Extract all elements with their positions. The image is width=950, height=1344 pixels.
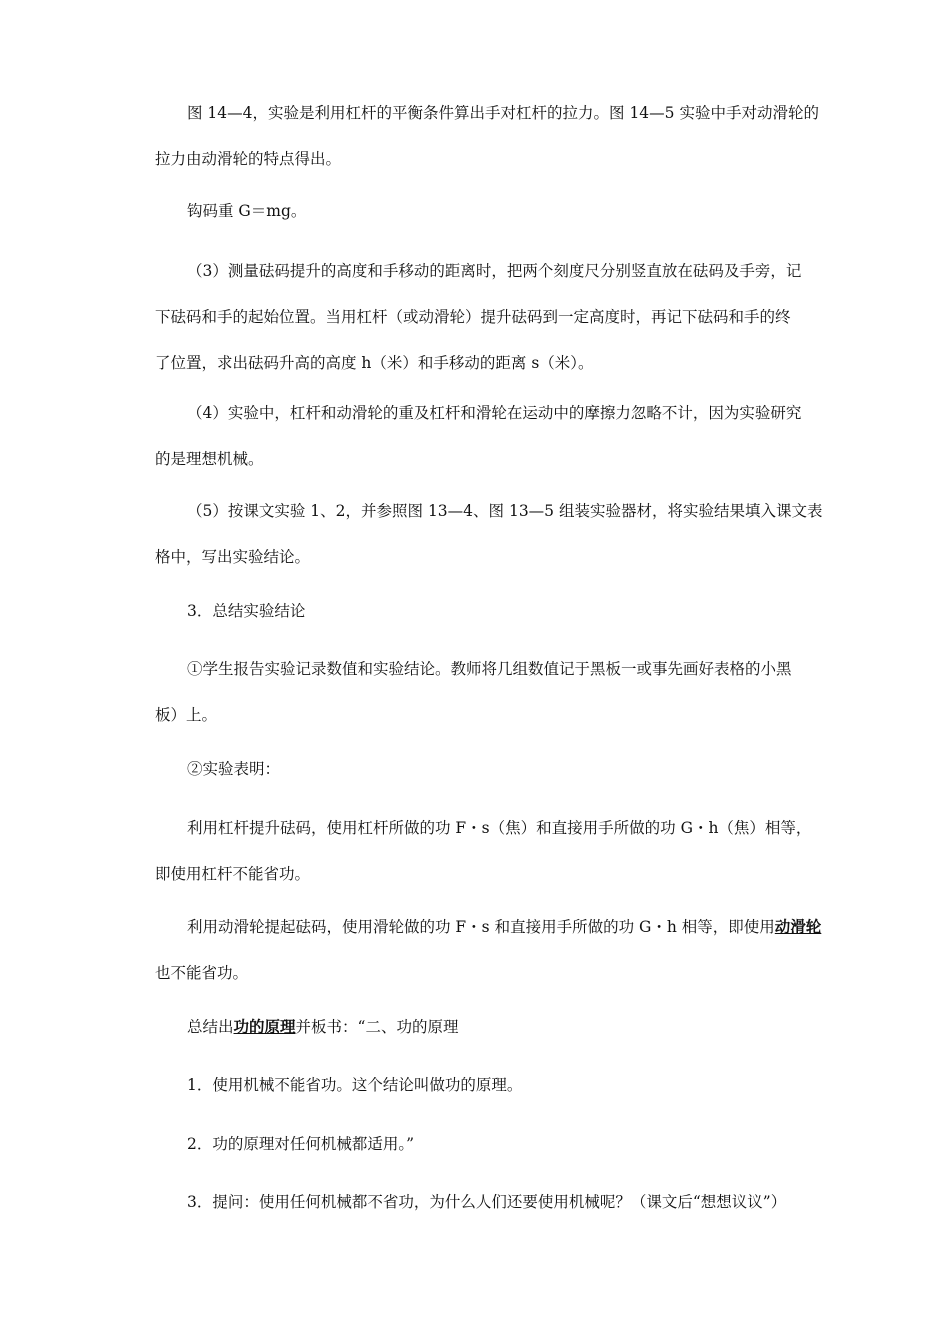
paragraph-7 (155, 656, 855, 728)
paragraph-8 (155, 756, 855, 782)
text-line: 也不能省功。 (155, 964, 249, 982)
text-line: ①学生报告实验记录数值和实验结论。教师将几组数值记于黑板一或事先画好表格的小黑 (187, 660, 792, 678)
term-dynamic-pulley: 动滑轮 (774, 917, 822, 936)
text-line: ②实验表明： (187, 760, 281, 778)
text-line: 即使用杠杆不能省功。 (155, 865, 311, 883)
text-line: 格中，写出实验结论。 (155, 548, 311, 566)
text-line: 了位置，求出砝码升高的高度 h（米）和手移动的距离 s（米）。 (155, 354, 594, 372)
text-line: 图 14—4，实验是利用杠杆的平衡条件算出手对杠杆的拉力。图 14—5 实验中手对动滑轮的 (187, 104, 819, 122)
text-line: （5）按课文实验 1、2，并参照图 13—4、图 13—5 组装实验器材，将实验结果填入课文表 (187, 502, 823, 520)
text-line: 板）上。 (155, 706, 218, 724)
text-line: （3）测量砝码提升的高度和手移动的距离时，把两个刻度尺分别竖直放在砝码及手旁，记 (187, 262, 802, 280)
paragraph-12 (155, 1072, 855, 1098)
paragraph-3 (155, 258, 855, 376)
text-line: 1．使用机械不能省功。这个结论叫做功的原理。 (187, 1076, 523, 1094)
paragraph-11 (155, 1014, 855, 1040)
paragraph-6 (155, 598, 855, 624)
text-line: 3．提问：使用任何机械都不省功，为什么人们还要使用机械呢？（课文后“想想议议”） (187, 1193, 787, 1211)
section-heading: 3．总结实验结论 (187, 602, 306, 620)
text-line: 拉力由动滑轮的特点得出。 (155, 150, 342, 168)
text-line (155, 914, 855, 940)
text-line: 的是理想机械。 (155, 450, 264, 468)
term-work-principle: 功的原理 (233, 1017, 296, 1036)
text-line (155, 1014, 855, 1040)
text-run: 利用动滑轮提起砝码，使用滑轮做的功 F・s 和直接用手所做的功 G・h 相等，即使用 (187, 918, 775, 936)
paragraph-14 (155, 1189, 855, 1215)
text-line: 钩码重 G＝mg。 (187, 202, 307, 220)
paragraph-10 (155, 914, 855, 986)
text-line: 利用杠杆提升砝码，使用杠杆所做的功 F・s（焦）和直接用手所做的功 G・h（焦）相等， (187, 819, 812, 837)
text-line: 下砝码和手的起始位置。当用杠杆（或动滑轮）提升砝码到一定高度时，再记下砝码和手的终 (155, 308, 791, 326)
paragraph-13 (155, 1131, 855, 1157)
text-line: 2．功的原理对任何机械都适用。” (187, 1135, 415, 1153)
text-line: （4）实验中，杠杆和动滑轮的重及杠杆和滑轮在运动中的摩擦力忽略不计，因为实验研究 (187, 404, 802, 422)
text-run: 总结出 (187, 1018, 234, 1036)
paragraph-2 (155, 198, 855, 224)
paragraph-5 (155, 498, 855, 570)
paragraph-4 (155, 400, 855, 472)
text-run: 并板书：“二、功的原理 (295, 1018, 459, 1036)
paragraph-9 (155, 815, 855, 887)
paragraph-1 (155, 100, 855, 172)
